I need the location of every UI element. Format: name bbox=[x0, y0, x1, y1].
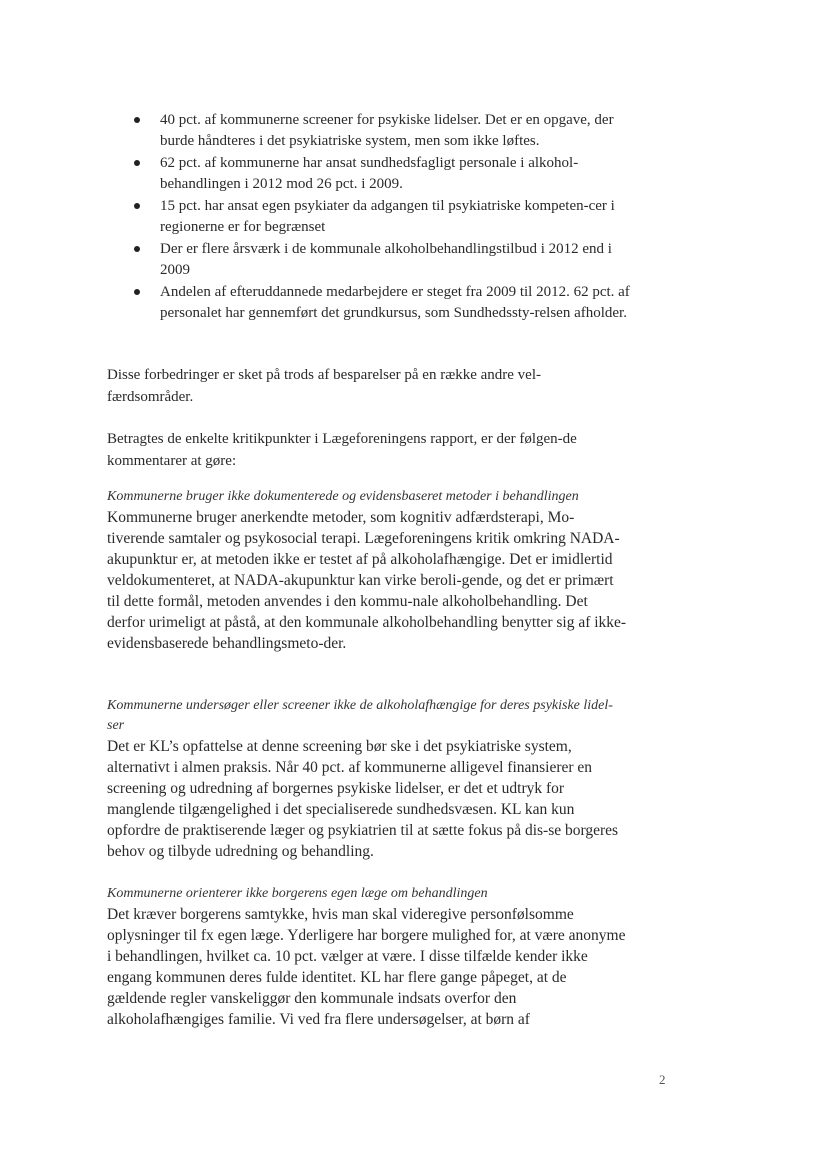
paragraph-criticism-intro: Betragtes de enkelte kritikpunkter i Lægeforeningens rapport, er der følgen-de kommentarer at gøre: bbox=[107, 431, 577, 469]
section-body: Kommunerne bruger anerkendte metoder, som kognitiv adfærdsterapi, Mo-tiverende samtaler og psykosocial terapi. Lægeforeningens kritik omkring NADA-akupunktur er, at metoden ikke er testet af på alkoholafhængige. Det er imidlertid veldokumenteret, at NADA-akupunktur kan virke beroli-gende, og det er primært til dette formål, metoden anvendes i den kommu-nale alkoholbehandling. Det derfor urimeligt at påstå, at den kommunale alkoholbehandling benytter sig af ikke-evidensbaserede behandlingsmeto-der. bbox=[107, 509, 627, 652]
section-heading: Kommunerne orienterer ikke borgerens egen læge om behandlingen bbox=[107, 886, 488, 901]
paragraph-improvements: Disse forbedringer er sket på trods af besparelser på en række andre vel-færdsområder. bbox=[107, 367, 541, 405]
section-heading: Kommunerne undersøger eller screener ikke de alkoholafhængige for deres psykiske lidel-ser bbox=[107, 698, 613, 733]
list-item: 40 pct. af kommunerne screener for psykiske lidelser. Det er en opgave, der burde håndteres i det psykiatriske system, men som ikke løftes. bbox=[130, 110, 630, 152]
section-heading: Kommunerne bruger ikke dokumenterede og evidensbaseret metoder i behandlingen bbox=[107, 489, 579, 504]
section-body: Det er KL’s opfattelse at denne screening bør ske i det psykiatriske system, alternativt i almen praksis. Når 40 pct. af kommunerne alligevel finansierer en screening og udredning af borgernes psykiske lidelser, er det et udtryk for manglende tilgængelighed i det specialiserede sundhedsvæsen. KL kan kun opfordre de praktiserende læger og psykiatrien til at sætte fokus på dis-se borgeres behov og tilbyde udredning og behandling. bbox=[107, 738, 619, 860]
list-item: 15 pct. har ansat egen psykiater da adgangen til psykiatriske kompeten-cer i regionerne er for begrænset bbox=[130, 196, 630, 238]
bullet-icon bbox=[134, 289, 140, 295]
bullet-list bbox=[130, 110, 630, 325]
bullet-icon bbox=[134, 203, 140, 209]
list-item: Der er flere årsværk i de kommunale alkoholbehandlingstilbud i 2012 end i 2009 bbox=[130, 239, 630, 281]
bullet-icon bbox=[134, 160, 140, 166]
section-methods bbox=[107, 487, 627, 654]
page-number: 2 bbox=[659, 1072, 666, 1087]
bullet-icon bbox=[134, 246, 140, 252]
list-item: Andelen af efteruddannede medarbejdere er steget fra 2009 til 2012. 62 pct. af personalet har gennemført det grundkursus, som Sundhedssty-relsen afholder. bbox=[130, 282, 630, 324]
section-body: Det kræver borgerens samtykke, hvis man skal videregive personfølsomme oplysninger til fx egen læge. Yderligere har borgere mulighed for, at være anonyme i behandlingen, hvilket ca. 10 pct. vælger at være. I disse tilfælde kender ikke engang kommunen deres fulde identitet. KL har flere gange påpeget, at de gældende regler vanskeliggør den kommunale indsats overfor den alkoholafhængiges familie. Vi ved fra flere undersøgelser, at børn af bbox=[107, 906, 626, 1028]
list-item: 62 pct. af kommunerne har ansat sundhedsfagligt personale i alkohol-behandlingen i 2012 mod 26 pct. i 2009. bbox=[130, 153, 630, 195]
section-screening bbox=[107, 696, 627, 862]
bullet-icon bbox=[134, 117, 140, 123]
section-own-doctor bbox=[107, 884, 627, 1030]
